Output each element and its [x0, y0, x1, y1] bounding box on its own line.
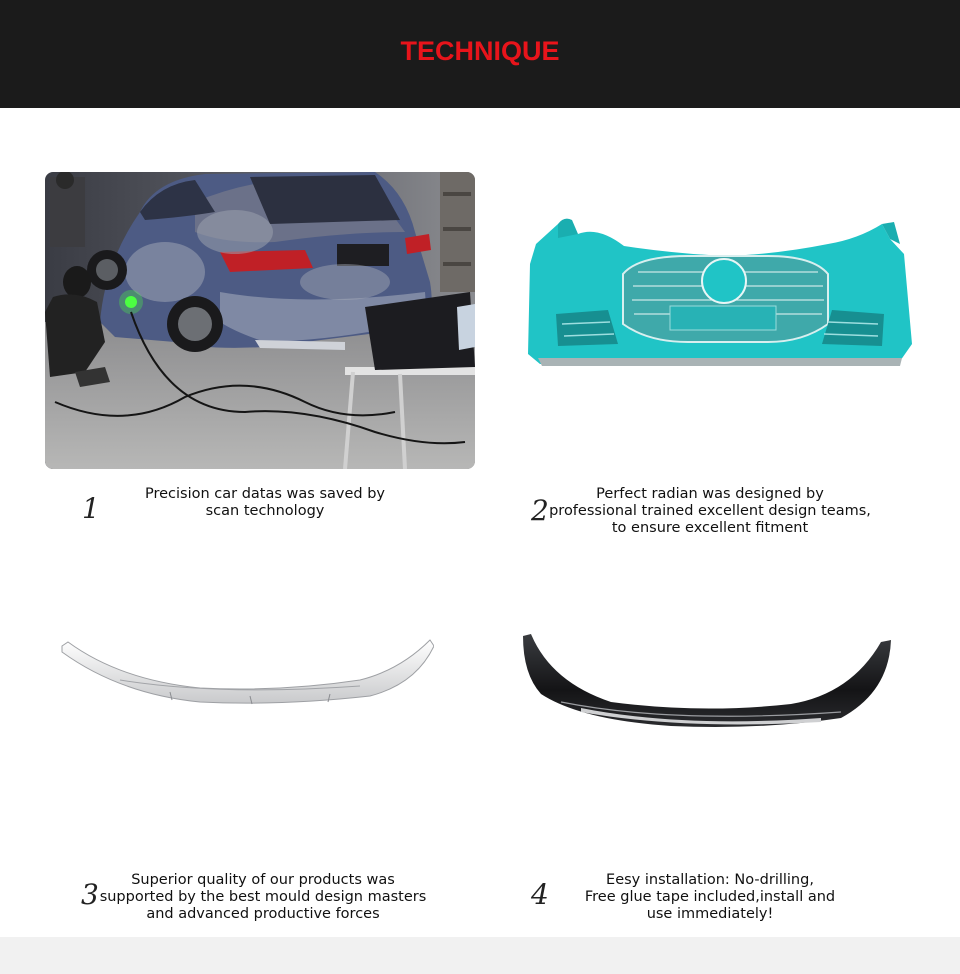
step-1-description	[115, 486, 415, 520]
footer-band	[0, 937, 960, 974]
step-1-line: Precision car datas was saved by	[144, 486, 385, 502]
step-1-number: 1	[82, 492, 100, 525]
step-3-line: and advanced productive forces	[146, 906, 380, 922]
step-2-number: 2	[531, 494, 549, 527]
black-front-lip-image	[521, 632, 893, 730]
step-4-line: Free glue tape included,install and	[584, 889, 836, 905]
step-2-description	[545, 486, 875, 537]
step-3-line: Superior quality of our products was	[131, 872, 395, 888]
step-3-number: 3	[81, 878, 99, 911]
step-3-description	[98, 872, 428, 923]
step-3-line: supported by the best mould design masters	[99, 889, 427, 905]
step-4-number: 4	[531, 878, 549, 911]
header-bar	[0, 0, 960, 108]
white-front-lip-image	[60, 636, 434, 708]
step-2-line: to ensure excellent fitment	[611, 520, 809, 536]
step-4-line: use immediately!	[646, 906, 774, 922]
car-scan-photo	[45, 172, 475, 469]
step-4-line: Eesy installation: No-drilling,	[606, 872, 814, 888]
step-2-line: professional trained excellent design teams,	[549, 503, 871, 519]
page-title: TECHNIQUE	[400, 36, 560, 66]
step-2-line: Perfect radian was designed by	[596, 486, 824, 502]
scanned-bumper-image	[528, 214, 912, 372]
step-1-line: scan technology	[205, 503, 325, 519]
step-4-description	[560, 872, 860, 923]
